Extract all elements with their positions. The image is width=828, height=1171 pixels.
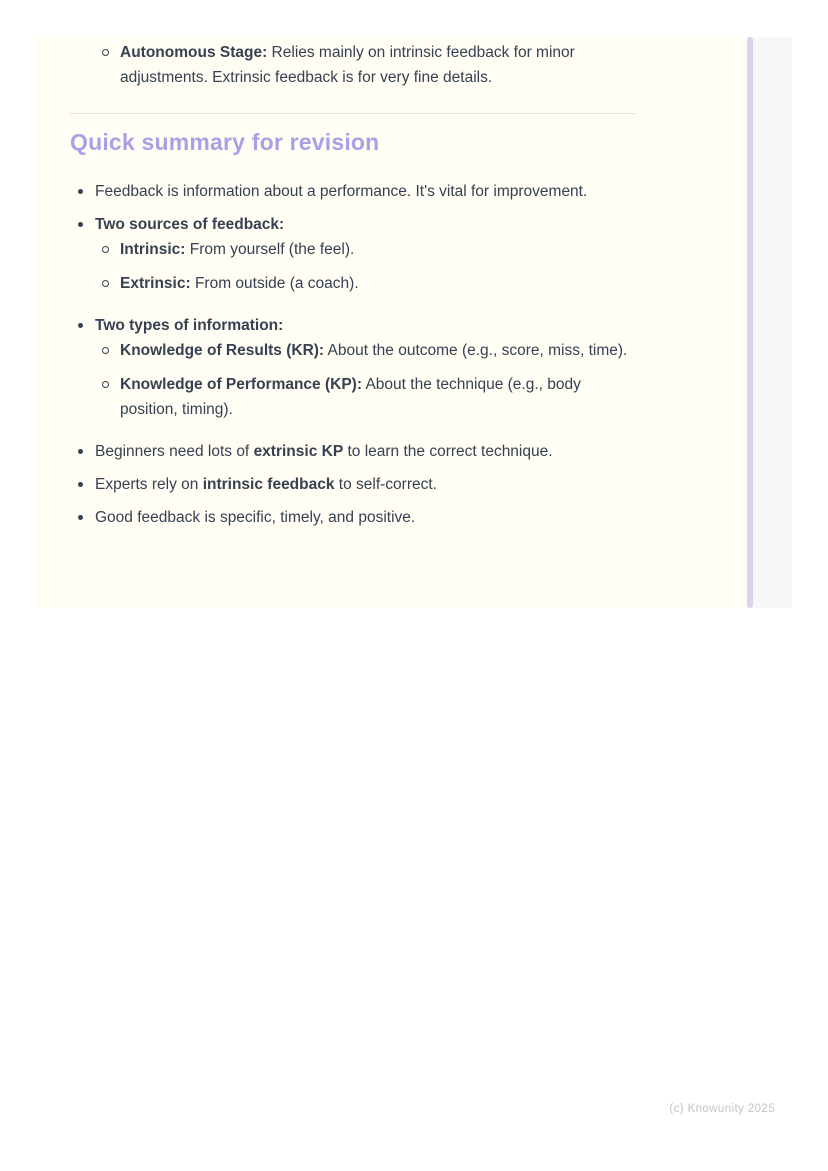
- list-item: [70, 372, 636, 422]
- note-content: [70, 40, 636, 530]
- note-content-card: [36, 37, 747, 608]
- list-item-text: [95, 476, 437, 493]
- text-segment: Relies mainly on intrinsic feedback for minor adjustments. Extrinsic feedback is for very fine details.: [120, 44, 575, 86]
- text-segment: From yourself (the feel).: [185, 241, 355, 258]
- list-item-text: [120, 376, 581, 418]
- list-item: [70, 179, 636, 204]
- list-item: [70, 439, 636, 464]
- text-segment: Beginners need lots of: [95, 443, 254, 460]
- list-item-text: [120, 44, 575, 86]
- note-sheet: [36, 37, 792, 608]
- list-item: [70, 472, 636, 497]
- list-item-text: [95, 509, 415, 526]
- bullet-circle-icon: [102, 280, 109, 287]
- bullet-disc-icon: [78, 189, 83, 194]
- list-item: [70, 271, 636, 296]
- text-segment: Two types of information:: [95, 317, 284, 334]
- section-divider: [70, 113, 636, 114]
- bullet-circle-icon: [102, 347, 109, 354]
- bullet-disc-icon: [78, 449, 83, 454]
- list-item-text: [120, 275, 359, 292]
- summary-list: [70, 179, 636, 530]
- bullet-disc-icon: [78, 222, 83, 227]
- text-segment: to self-correct.: [334, 476, 437, 493]
- list-item: [70, 505, 636, 530]
- text-segment: Knowledge of Performance (KP):: [120, 376, 362, 393]
- list-item-text: [95, 443, 553, 460]
- text-segment: Experts rely on: [95, 476, 203, 493]
- text-segment: Two sources of feedback:: [95, 216, 285, 233]
- bullet-circle-icon: [102, 49, 109, 56]
- list-item: [70, 338, 636, 363]
- text-segment: Good feedback is specific, timely, and positive.: [95, 509, 416, 526]
- text-segment: About the technique (e.g., body position, timing).: [120, 376, 581, 418]
- bullet-disc-icon: [78, 482, 83, 487]
- side-strip: [753, 37, 792, 608]
- bullet-circle-icon: [102, 381, 109, 388]
- text-segment: From outside (a coach).: [190, 275, 359, 292]
- list-item-text: [95, 183, 587, 200]
- copyright-footer: (c) Knowunity 2025: [669, 1103, 775, 1115]
- text-segment: extrinsic KP: [253, 443, 344, 460]
- text-segment: intrinsic feedback: [202, 476, 335, 493]
- section-heading: Quick summary for revision: [70, 129, 380, 155]
- stages-sublist: [70, 40, 636, 90]
- list-item: [70, 212, 636, 237]
- list-item-text: [120, 241, 354, 258]
- bullet-disc-icon: [78, 323, 83, 328]
- text-segment: Extrinsic:: [120, 275, 191, 292]
- text-segment: Feedback is information about a performance. It's vital for improvement.: [95, 183, 588, 200]
- text-segment: Knowledge of Results (KR):: [120, 342, 325, 359]
- bullet-disc-icon: [78, 515, 83, 520]
- list-item-text: [95, 317, 283, 334]
- text-segment: Intrinsic:: [120, 241, 186, 258]
- list-item: [70, 313, 636, 338]
- list-item-text: [95, 216, 284, 233]
- bullet-circle-icon: [102, 246, 109, 253]
- list-item: [70, 40, 636, 90]
- list-item-text: [120, 342, 627, 359]
- text-segment: About the outcome (e.g., score, miss, time).: [324, 342, 628, 359]
- text-segment: to learn the correct technique.: [343, 443, 553, 460]
- text-segment: Autonomous Stage:: [120, 44, 268, 61]
- list-item: [70, 237, 636, 262]
